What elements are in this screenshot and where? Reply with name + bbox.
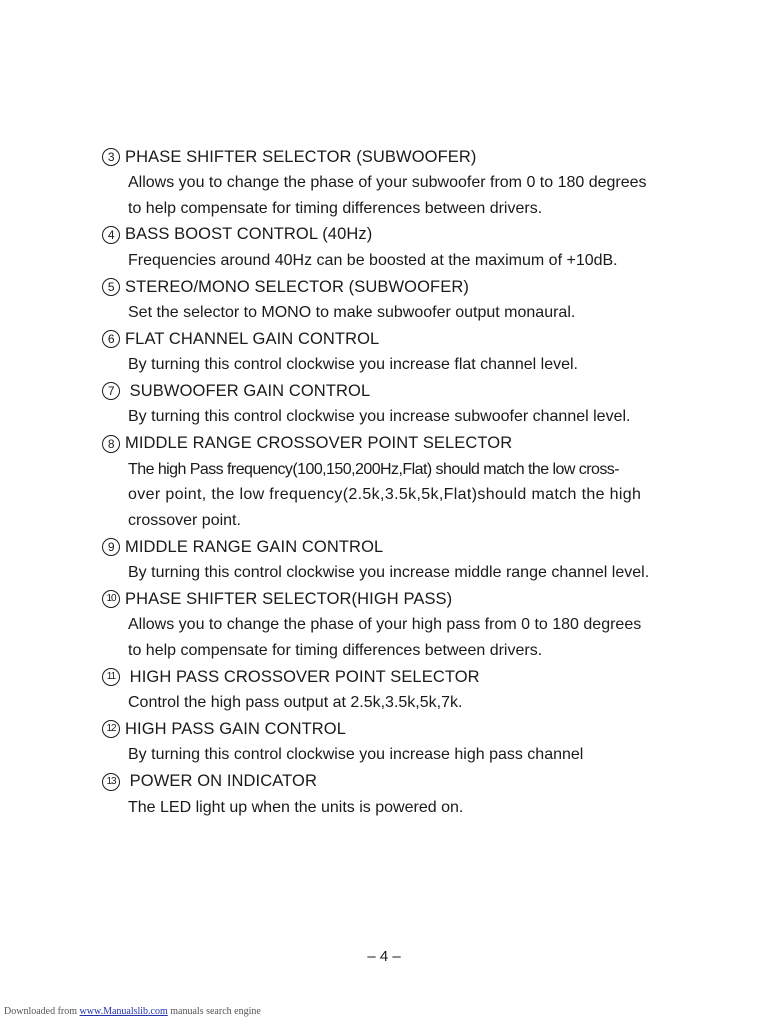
- list-item: [102, 326, 702, 378]
- item-heading: [102, 274, 702, 300]
- item-title: BASS BOOST CONTROL (40Hz): [125, 225, 373, 244]
- item-description: [102, 612, 702, 663]
- item-title: SUBWOOFER GAIN CONTROL: [125, 381, 371, 400]
- list-item: [102, 222, 702, 274]
- description-line: Allows you to change the phase of your high pass from 0 to 180 degrees: [128, 616, 642, 634]
- item-description: [102, 795, 702, 821]
- footer-prefix: Downloaded from: [4, 1006, 80, 1017]
- item-description: [102, 352, 702, 378]
- item-description: [102, 404, 702, 430]
- circled-number-icon: 10: [102, 590, 120, 608]
- item-heading: [102, 534, 702, 560]
- manualslib-link[interactable]: www.Manualslib.com: [79, 1006, 168, 1017]
- instruction-list: [102, 144, 702, 821]
- item-description: [102, 300, 702, 326]
- item-title: STEREO/MONO SELECTOR (SUBWOOFER): [125, 277, 469, 296]
- item-heading: [102, 326, 702, 352]
- item-heading: [102, 222, 702, 248]
- item-heading: [102, 716, 702, 742]
- item-description: [102, 560, 702, 586]
- description-line: to help compensate for timing differences between drivers.: [128, 199, 543, 217]
- item-title: PHASE SHIFTER SELECTOR(HIGH PASS): [125, 589, 453, 608]
- item-description: [102, 690, 702, 716]
- footer-suffix: manuals search engine: [167, 1006, 261, 1017]
- description-line: Control the high pass output at 2.5k,3.5k,5k,7k.: [128, 694, 463, 712]
- item-heading: [102, 769, 702, 795]
- list-item: [102, 664, 702, 716]
- item-title: HIGH PASS CROSSOVER POINT SELECTOR: [125, 667, 480, 686]
- description-line: By turning this control clockwise you increase middle range channel level.: [128, 564, 650, 582]
- item-description: [102, 742, 702, 768]
- item-title: HIGH PASS GAIN CONTROL: [125, 719, 347, 738]
- description-line: By turning this control clockwise you increase subwoofer channel level.: [128, 408, 631, 426]
- description-line: By turning this control clockwise you increase flat channel level.: [128, 356, 578, 374]
- description-line: Set the selector to MONO to make subwoofer output monaural.: [128, 304, 576, 322]
- circled-number-icon: 4: [102, 226, 120, 244]
- item-heading: [102, 378, 702, 404]
- circled-number-icon: 5: [102, 278, 120, 296]
- item-title: POWER ON INDICATOR: [125, 772, 317, 791]
- page-number: – 4 –: [367, 948, 401, 965]
- list-item: [102, 586, 702, 663]
- list-item: [102, 769, 702, 821]
- item-description: [102, 170, 702, 221]
- description-line: The high Pass frequency(100,150,200Hz,Flat) should match the low cross-: [128, 460, 619, 478]
- item-title: MIDDLE RANGE CROSSOVER POINT SELECTOR: [125, 434, 513, 453]
- description-line: crossover point.: [128, 512, 241, 529]
- download-footer: [4, 1006, 261, 1017]
- description-line: to help compensate for timing differences between drivers.: [128, 642, 543, 660]
- item-heading: [102, 586, 702, 612]
- list-item: [102, 144, 702, 221]
- circled-number-icon: 8: [102, 435, 120, 453]
- description-line: By turning this control clockwise you increase high pass channel: [128, 746, 584, 764]
- description-line: Allows you to change the phase of your subwoofer from 0 to 180 degrees: [128, 174, 647, 191]
- circled-number-icon: 9: [102, 538, 120, 556]
- item-heading: [102, 664, 702, 690]
- circled-number-icon: 11: [102, 668, 120, 686]
- item-description: [102, 457, 702, 534]
- circled-number-icon: 13: [102, 773, 120, 791]
- circled-number-icon: 7: [102, 382, 120, 400]
- list-item: [102, 378, 702, 430]
- description-line: over point, the low frequency(2.5k,3.5k,5k,Flat)should match the high: [128, 486, 642, 504]
- list-item: [102, 274, 702, 326]
- list-item: [102, 534, 702, 586]
- item-description: [102, 248, 702, 274]
- circled-number-icon: 6: [102, 330, 120, 348]
- item-title: MIDDLE RANGE GAIN CONTROL: [125, 537, 384, 556]
- list-item: [102, 431, 702, 534]
- circled-number-icon: 3: [102, 148, 120, 166]
- item-heading: [102, 144, 702, 170]
- circled-number-icon: 12: [102, 720, 120, 738]
- description-line: The LED light up when the units is powered on.: [128, 798, 464, 816]
- description-line: Frequencies around 40Hz can be boosted at the maximum of +10dB.: [128, 251, 618, 269]
- item-title: PHASE SHIFTER SELECTOR (SUBWOOFER): [125, 147, 477, 166]
- item-title: FLAT CHANNEL GAIN CONTROL: [125, 329, 380, 348]
- item-heading: [102, 431, 702, 457]
- list-item: [102, 716, 702, 768]
